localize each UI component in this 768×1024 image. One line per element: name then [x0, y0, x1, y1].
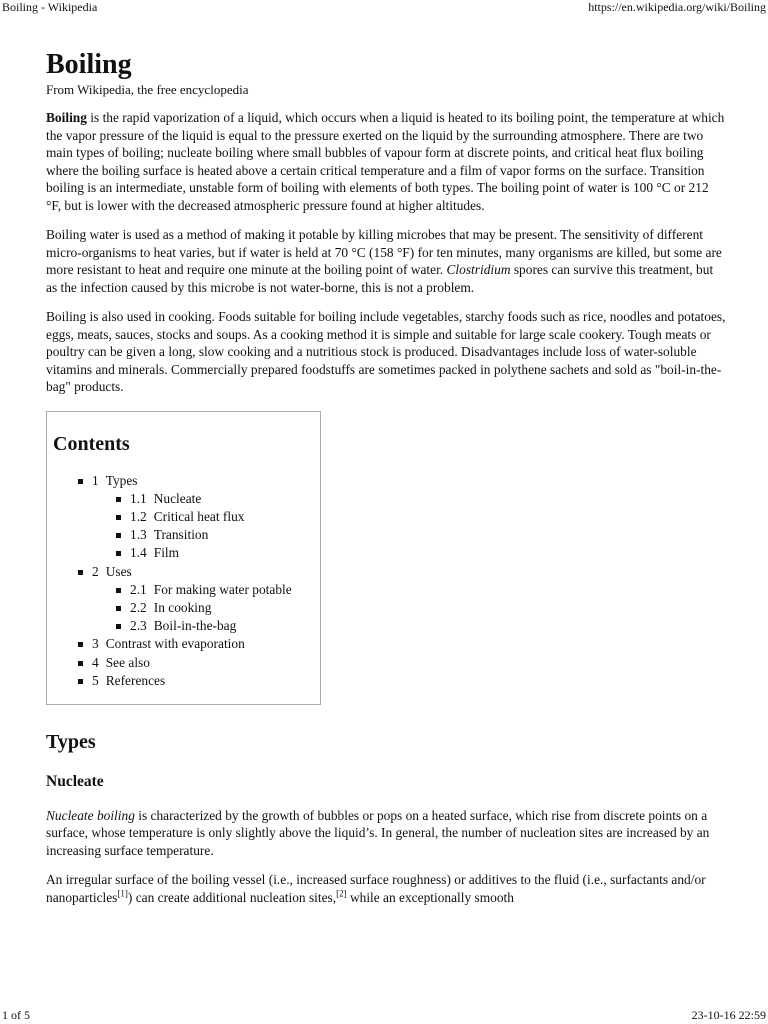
- toc-item-number: 2.3: [130, 618, 147, 634]
- intro-paragraph-2-before: Boiling water is used as a method of making it potable by killing microbes that may be present. The sensitivity of different micro-organisms to heat varies, but if water is held at 70 °C (158 °F) for ten minutes, many organisms are killed, but some are more resistant to heat and require one minute at the boiling point of water.: [46, 227, 722, 277]
- toc-bullet: [116, 588, 121, 593]
- toc-list: [53, 472, 320, 690]
- nucleate-paragraph-2-part1: An irregular surface of the boiling vessel (i.e., increased surface roughness) or additives to the fluid (i.e., surfactants and/or nanoparticles: [46, 872, 706, 905]
- toc-bullet: [78, 570, 83, 575]
- toc-item-label[interactable]: References: [105, 672, 166, 688]
- toc-item-number: 2.2: [130, 599, 147, 615]
- nucleate-paragraph-2-part3: while an exceptionally smooth: [346, 889, 514, 905]
- print-footer-datetime: 23-10-16 22:59: [691, 1008, 766, 1022]
- toc-bullet: [116, 606, 121, 611]
- toc-item-number: 1.3: [130, 527, 147, 543]
- section-heading-types: Types: [46, 730, 96, 753]
- reference-link-2[interactable]: [2]: [336, 888, 347, 899]
- print-header-url: https://en.wikipedia.org/wiki/Boiling: [588, 0, 766, 14]
- toc-item-label[interactable]: Uses: [105, 563, 132, 579]
- nucleate-paragraph-1-text: is characterized by the growth of bubbles or pops on a heated surface, which rise from discrete points on a surface, whose temperature is only slightly above the liquid’s. In general, the number of nucleation sites are increased by an increasing surface temperature.: [46, 807, 710, 858]
- reference-link-1[interactable]: [1]: [117, 888, 128, 899]
- page-subtitle: From Wikipedia, the free encyclopedia: [46, 82, 249, 97]
- toc-item-number: 1: [92, 472, 99, 488]
- toc-item-4[interactable]: [53, 654, 320, 672]
- toc-item-label[interactable]: In cooking: [153, 599, 212, 615]
- toc-bullet: [116, 515, 121, 520]
- toc-item-number: 1.2: [130, 508, 147, 524]
- intro-bold-term: Boiling: [46, 110, 87, 125]
- toc-item-2-1[interactable]: [53, 581, 320, 599]
- toc-item-2-3[interactable]: [53, 617, 320, 635]
- toc-bullet: [78, 479, 83, 484]
- toc-item-label[interactable]: Types: [105, 472, 138, 488]
- toc-item-label[interactable]: Contrast with evaporation: [105, 636, 245, 652]
- toc-item-label[interactable]: Transition: [153, 527, 209, 543]
- subsection-heading-nucleate: Nucleate: [46, 772, 104, 790]
- toc-bullet: [78, 661, 83, 666]
- toc-item-label[interactable]: Critical heat flux: [153, 508, 245, 524]
- toc-bullet: [116, 624, 121, 629]
- toc-title: Contents: [53, 432, 130, 455]
- toc-item-number: 2: [92, 563, 99, 579]
- toc-item-label[interactable]: Nucleate: [153, 490, 202, 506]
- toc-item-number: 4: [92, 654, 99, 670]
- nucleate-boiling-term: Nucleate boiling: [46, 807, 135, 823]
- toc-item-number: 3: [92, 636, 99, 652]
- toc-bullet: [78, 642, 83, 647]
- toc-item-2-2[interactable]: [53, 599, 320, 617]
- clostridium-term: Clostridium: [446, 262, 511, 277]
- toc-bullet: [78, 679, 83, 684]
- print-header-title: Boiling - Wikipedia: [2, 0, 98, 14]
- toc-item-1-4[interactable]: [53, 544, 320, 562]
- intro-paragraph-3: Boiling is also used in cooking. Foods suitable for boiling include vegetables, starchy foods such as rice, noodles and potatoes, eggs, meats, sauces, stocks and soups. As a cooking method it is simple and suitable for large scale cookery. Tough meats or poultry can be given a long, slow cooking and a nutritious stock is produced. Disadvantages include loss of water-soluble vitamins and minerals. Commercially prepared foodstuffs are sometimes packed in polythene sachets and sold as "boil-in-the-bag" products.: [46, 309, 726, 394]
- toc-item-label[interactable]: Boil-in-the-bag: [153, 618, 237, 634]
- toc-item-number: 2.1: [130, 581, 147, 597]
- toc-item-1[interactable]: [53, 472, 320, 490]
- toc-item-label[interactable]: Film: [153, 545, 180, 561]
- toc-item-1-3[interactable]: [53, 526, 320, 544]
- table-of-contents: [46, 411, 321, 705]
- intro-paragraph-1: [46, 109, 726, 214]
- toc-item-2[interactable]: [53, 563, 320, 581]
- page-title: Boiling: [46, 49, 132, 80]
- nucleate-paragraph-2: [46, 871, 726, 906]
- toc-item-number: 1.4: [130, 545, 147, 561]
- intro-paragraph-2: [46, 226, 726, 296]
- toc-item-1-1[interactable]: [53, 490, 320, 508]
- toc-item-5[interactable]: [53, 672, 320, 690]
- intro-paragraph-1-text: is the rapid vaporization of a liquid, which occurs when a liquid is heated to its boiling point, the temperature at which the vapor pressure of the liquid is equal to the pressure exerted on the liquid by the surrounding atmosphere. There are two main types of boiling; nucleate boiling where small bubbles of vapour form at discrete points, and critical heat flux boiling where the boiling surface is heated above a certain critical temperature and a film of vapor forms on the surface. Transition boiling is an intermediate, unstable form of boiling with elements of both types. The boiling point of water is 100 °C or 212 °F, but is lower with the decreased atmospheric pressure found at higher altitudes.: [46, 110, 725, 213]
- article-content: [46, 48, 726, 918]
- toc-bullet: [116, 551, 121, 556]
- toc-bullet: [116, 497, 121, 502]
- toc-item-number: 5: [92, 672, 99, 688]
- toc-item-3[interactable]: [53, 635, 320, 653]
- toc-item-number: 1.1: [130, 490, 147, 506]
- nucleate-paragraph-2-part2: ) can create additional nucleation sites,: [127, 889, 337, 905]
- toc-item-1-2[interactable]: [53, 508, 320, 526]
- nucleate-paragraph-1: [46, 807, 726, 860]
- intro-paragraph-2-after: spores can survive this treatment, but as the infection caused by this microbe is not water-borne, this is not a problem.: [46, 262, 714, 295]
- toc-bullet: [116, 533, 121, 538]
- toc-item-label[interactable]: For making water potable: [153, 581, 292, 597]
- toc-item-label[interactable]: See also: [105, 654, 150, 670]
- print-footer-page-number: 1 of 5: [2, 1008, 30, 1022]
